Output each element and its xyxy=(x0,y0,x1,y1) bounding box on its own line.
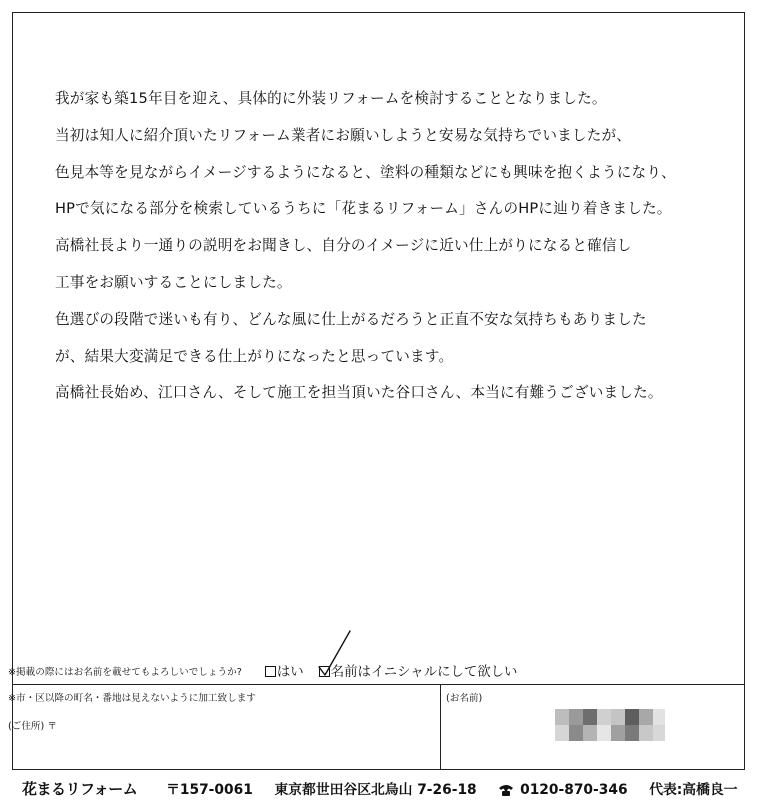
address-note: ※市・区以降の町名・番地は見えないように加工致します xyxy=(8,693,256,704)
checkbox-yes[interactable] xyxy=(265,666,276,677)
company-logo: 花まるリフォーム xyxy=(22,780,138,798)
consent-option-yes[interactable] xyxy=(265,663,304,683)
form-divider xyxy=(12,684,745,685)
address-label: (ご住所) 〒 xyxy=(8,721,57,732)
option-yes-label: はい xyxy=(276,664,304,680)
consent-option-initial[interactable] xyxy=(319,663,518,683)
testimonial-line: 色選びの段階で迷いも有り、どんな風に仕上がるだろうと正直不安な気持ちもありました xyxy=(55,310,647,328)
company-address: 東京都世田谷区北烏山 7-26-18 xyxy=(274,782,477,798)
representative: 代表:高橋良一 xyxy=(649,782,738,798)
testimonial-line: HPで気になる部分を検索しているうちに「花まるリフォーム」さんのHPに辿り着きました。 xyxy=(55,200,672,218)
phone-icon xyxy=(498,783,514,797)
survey-sheet xyxy=(12,12,745,770)
name-mosaic xyxy=(555,709,665,741)
name-label: (お名前) xyxy=(446,693,483,704)
form-column-divider xyxy=(440,684,441,770)
testimonial-line: 工事をお願いすることにしました。 xyxy=(55,273,292,291)
testimonial-line: 我が家も築15年目を迎え、具体的に外装リフォームを検討することとなりました。 xyxy=(55,90,607,107)
testimonial-body xyxy=(55,81,735,412)
testimonial-line: が、結果大変満足できる仕上がりになったと思っています。 xyxy=(55,347,454,365)
testimonial-line: 高橋社長始め、江口さん、そして施工を担当頂いた谷口さん、本当に有難うございました。 xyxy=(55,384,663,402)
phone-number: 0120-870-346 xyxy=(520,782,628,798)
postal-code: 〒157-0061 xyxy=(166,782,253,798)
check-mark-icon xyxy=(317,629,357,681)
consent-question: ※掲載の際にはお名前を載せてもよろしいでしょうか? xyxy=(8,666,242,678)
option-initial-label: 名前はイニシャルにして欲しい xyxy=(330,664,518,680)
testimonial-line: 当初は知人に紹介頂いたリフォーム業者にお願いしようと安易な気持ちでいましたが、 xyxy=(55,126,632,144)
testimonial-line: 高橋社長より一通りの説明をお聞きし、自分のイメージに近い仕上がりになると確信し xyxy=(55,237,632,255)
company-footer xyxy=(22,779,738,799)
testimonial-line: 色見本等を見ながらイメージするようになると、塗料の種類などにも興味を抱くようになり、 xyxy=(55,163,676,181)
consent-row xyxy=(8,662,517,682)
